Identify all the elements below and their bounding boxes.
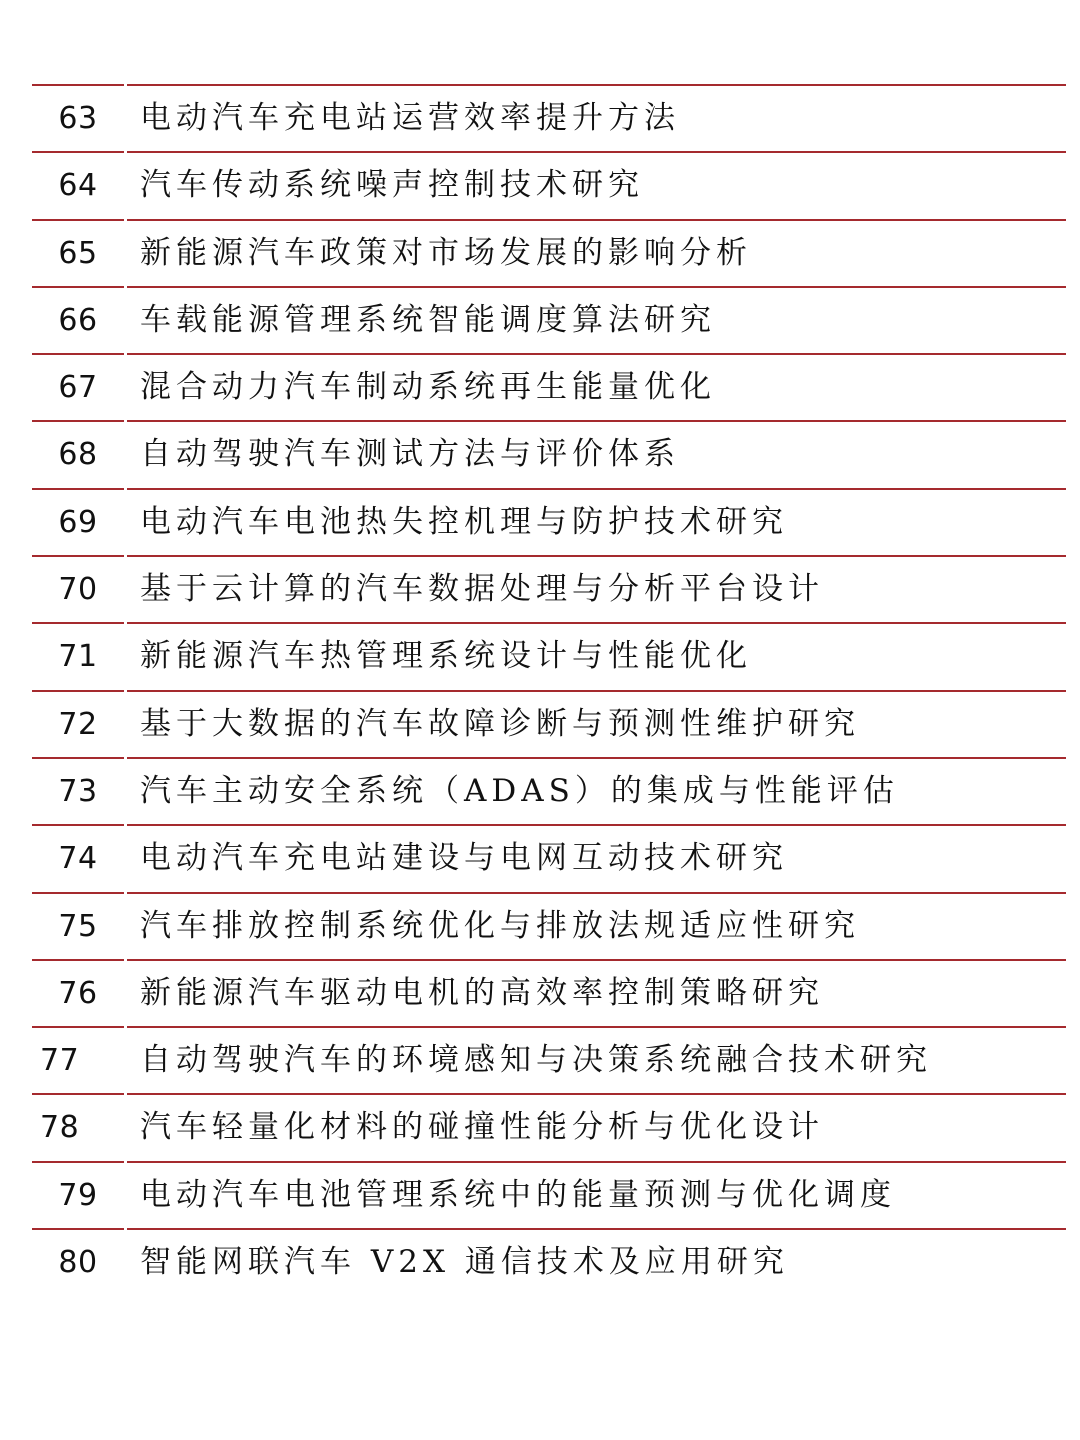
table-row [32, 422, 1066, 487]
row-title: 汽车排放控制系统优化与排放法规适应性研究 [140, 907, 860, 944]
row-number: 71 [58, 639, 98, 675]
row-number: 66 [58, 302, 98, 338]
table-row [32, 826, 1066, 891]
table-row [32, 759, 1066, 824]
row-title: 自动驾驶汽车的环境感知与决策系统融合技术研究 [140, 1042, 932, 1079]
row-title: 基于大数据的汽车故障诊断与预测性维护研究 [140, 705, 860, 742]
row-title: 新能源汽车热管理系统设计与性能优化 [140, 638, 752, 675]
row-number: 64 [58, 168, 98, 204]
row-number: 78 [40, 1110, 80, 1146]
row-number: 70 [58, 572, 98, 608]
table-row [32, 1163, 1066, 1228]
row-title: 混合动力汽车制动系统再生能量优化 [140, 369, 716, 406]
row-number: 79 [58, 1177, 98, 1213]
row-title: 智能网联汽车 V2X 通信技术及应用研究 [140, 1244, 789, 1281]
table-row [32, 692, 1066, 757]
row-number: 68 [58, 437, 98, 473]
table-row [32, 894, 1066, 959]
row-title: 车载能源管理系统智能调度算法研究 [140, 301, 716, 338]
row-title: 电动汽车电池管理系统中的能量预测与优化调度 [140, 1176, 896, 1213]
topic-table [32, 84, 1066, 1295]
table-row [32, 490, 1066, 555]
table-row [32, 153, 1066, 218]
row-title: 电动汽车充电站建设与电网互动技术研究 [140, 840, 788, 877]
table-row [32, 1230, 1066, 1295]
row-number: 65 [58, 235, 98, 271]
table-row [32, 1095, 1066, 1160]
row-number: 69 [58, 504, 98, 540]
row-title: 基于云计算的汽车数据处理与分析平台设计 [140, 571, 824, 608]
row-title: 新能源汽车驱动电机的高效率控制策略研究 [140, 974, 824, 1011]
row-title: 汽车轻量化材料的碰撞性能分析与优化设计 [140, 1109, 824, 1146]
row-title: 汽车传动系统噪声控制技术研究 [140, 167, 644, 204]
table-row [32, 961, 1066, 1026]
row-number: 67 [58, 370, 98, 406]
table-row [32, 355, 1066, 420]
row-number: 63 [58, 101, 98, 136]
row-number: 76 [58, 975, 98, 1011]
table-row [32, 624, 1066, 689]
row-number: 73 [58, 773, 98, 809]
row-title: 电动汽车电池热失控机理与防护技术研究 [140, 503, 788, 540]
table-row [32, 557, 1066, 622]
row-number: 75 [58, 908, 98, 944]
table-row [32, 1028, 1066, 1093]
table-row [32, 221, 1066, 286]
row-number: 72 [58, 706, 98, 742]
table-row [32, 86, 1066, 151]
row-title: 汽车主动安全系统（ADAS）的集成与性能评估 [140, 772, 899, 809]
row-number: 74 [58, 841, 98, 877]
row-number: 80 [58, 1245, 98, 1281]
row-title: 电动汽车充电站运营效率提升方法 [140, 100, 680, 136]
table-row [32, 288, 1066, 353]
row-title: 自动驾驶汽车测试方法与评价体系 [140, 436, 680, 473]
row-title: 新能源汽车政策对市场发展的影响分析 [140, 234, 752, 271]
row-number: 77 [40, 1043, 80, 1079]
